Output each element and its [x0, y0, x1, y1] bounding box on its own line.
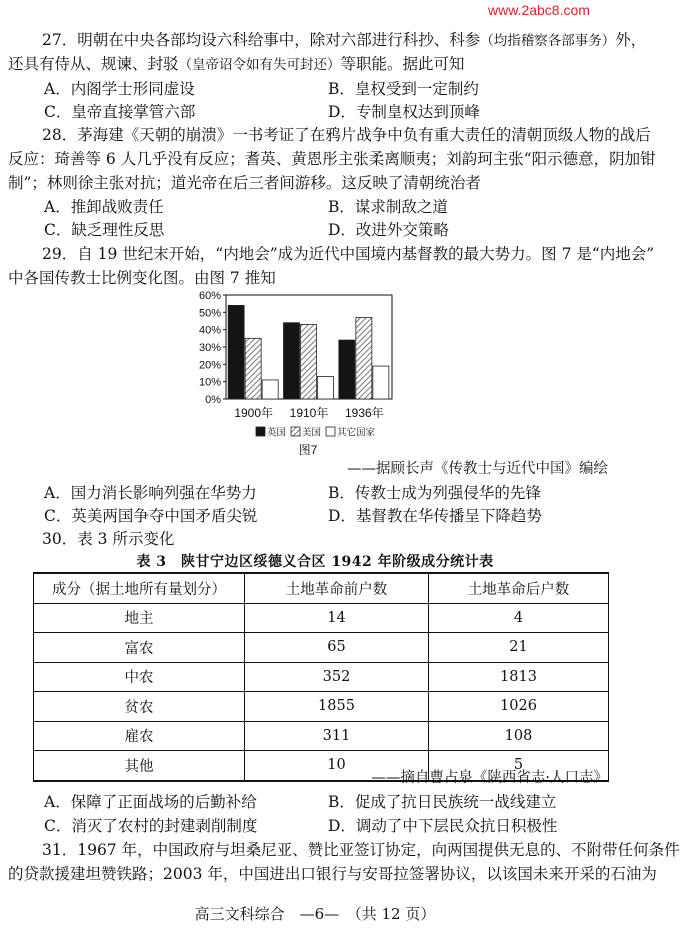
table-row: [34, 692, 609, 722]
table-header-cell: 土地革命后户数: [429, 573, 609, 603]
bar-其它国家-1936年: [373, 366, 389, 399]
y-tick-label: 50%: [198, 307, 221, 320]
table-cell: 4: [429, 603, 609, 633]
q27-option-a: A．内阁学士形同虚设: [44, 80, 195, 98]
table-cell: 352: [245, 662, 429, 692]
table-cell: 中农: [34, 662, 245, 692]
table-cell: 1026: [429, 692, 609, 722]
table-cell: 富农: [34, 633, 245, 663]
q30-option-d: D．调动了中下层民众抗日积极性: [328, 817, 558, 835]
bar-美国-1936年: [356, 318, 372, 399]
table-row: [34, 603, 609, 633]
y-tick-label: 60%: [198, 290, 221, 302]
y-tick-label: 10%: [198, 376, 221, 389]
q27-option-b: B．皇权受到一定制约: [328, 80, 479, 98]
q27-note: （均指稽察各部事务）: [480, 33, 616, 49]
q30-option-a: A．保障了正面战场的后勤补给: [44, 793, 257, 811]
q29-option-b: B．传教士成为列强侵华的先锋: [328, 484, 541, 502]
bar-其它国家-1910年: [318, 376, 334, 399]
q27-stem2-text: 还具有侍从、规谏、封驳: [8, 55, 179, 73]
q29-option-c: C．英美两国争夺中国矛盾尖锐: [44, 507, 258, 525]
x-tick-label: 1900年: [234, 406, 274, 420]
table-header-cell: 土地革命前户数: [245, 573, 429, 603]
table-cell: 1813: [429, 662, 609, 692]
table-cell: 108: [429, 721, 609, 751]
q30-source: ——摘自曹占泉《陕西省志·人口志》: [371, 770, 608, 786]
legend-label: 英国: [267, 427, 287, 439]
q28-option-b: B．谋求制敌之道: [328, 198, 448, 216]
bar-其它国家-1900年: [262, 380, 278, 399]
table-cell: 其他: [34, 751, 245, 781]
q27-option-c: C．皇帝直接掌管六部: [44, 103, 196, 121]
q27-stem-line2: [8, 53, 465, 76]
q27-stem-end: 外，: [615, 31, 647, 49]
y-tick-label: 20%: [198, 359, 221, 372]
legend-label: 美国: [302, 427, 322, 439]
q29-stem-line2: 中各国传教士比例变化图。由图 7 推知: [8, 269, 276, 287]
table-cell: 贫农: [34, 692, 245, 722]
table-cell: 1855: [245, 692, 429, 722]
q27-stem-line1: [42, 29, 646, 52]
bar-美国-1900年: [245, 338, 261, 399]
bar-英国-1910年: [284, 323, 300, 399]
legend-label: 其它国家: [337, 427, 376, 439]
table-header-cell: 成分（据土地所有量划分）: [34, 573, 245, 603]
q28-stem-line3: 制”；林则徐主张对抗；道光帝在后三者间游移。这反映了清朝统治者: [8, 174, 481, 192]
table-3: [33, 572, 609, 782]
legend-swatch: [326, 427, 335, 436]
table-row: [34, 662, 609, 692]
q30-stem: 30．表 3 所示变化: [42, 530, 175, 548]
table-cell: 21: [429, 633, 609, 663]
q31-stem-line1: 31．1967 年，中国政府与坦桑尼亚、赞比亚签订协定，向两国提供无息的、不附带任何条件: [42, 841, 680, 859]
q27-stem2-end: 等职能。据此可知: [340, 55, 465, 73]
y-tick-label: 30%: [198, 342, 221, 354]
x-tick-label: 1910年: [289, 406, 329, 420]
table-row: [34, 633, 609, 663]
y-tick-label: 40%: [198, 324, 221, 337]
table-row: [34, 721, 609, 751]
figure-7-bar-chart: [190, 284, 430, 457]
table-cell: 311: [245, 721, 429, 751]
q28-stem-line1: 28．茅海建《天朝的崩溃》一书考证了在鸦片战争中负有重大责任的清朝顶级人物的战后: [42, 126, 651, 144]
table-cell: 5: [429, 751, 609, 781]
x-tick-label: 1936年: [344, 406, 384, 420]
table-cell: 雇农: [34, 721, 245, 751]
q27-stem-text: 27．明朝在中央各部均设六科给事中，除对六部进行科抄、科参: [42, 31, 481, 49]
table-3-caption: 表 3 陕甘宁边区绥德义合区 1942 年阶级成分统计表: [136, 554, 494, 570]
table-cell: 地主: [34, 603, 245, 633]
table-header-row: [34, 573, 609, 603]
q31-stem-line2: 的贷款援建坦赞铁路；2003 年，中国进出口银行与安哥拉签署协议，以该国未来开采的石油为: [8, 865, 657, 883]
table-cell: 10: [245, 751, 429, 781]
bar-英国-1936年: [339, 340, 355, 399]
q28-option-a: A．推卸战败责任: [44, 198, 164, 216]
q28-option-d: D．改进外交策略: [328, 221, 449, 239]
q27-option-d: D．专制皇权达到顶峰: [328, 103, 480, 121]
q30-option-b: B．促成了抗日民族统一战线建立: [328, 793, 557, 811]
q30-option-c: C．消灭了农村的封建剥削制度: [44, 817, 258, 835]
figure-title: 图7: [298, 443, 318, 457]
table-cell: 14: [245, 603, 429, 633]
page-footer: 高三文科综合 —6— （共 12 页）: [194, 905, 436, 923]
watermark: www.2abc8.com: [488, 2, 590, 18]
table-cell: 65: [245, 633, 429, 663]
q29-stem-line1: 29．自 19 世纪末开始，“内地会”成为近代中国境内基督教的最大势力。图 7 是“内地会”: [42, 245, 655, 263]
bar-美国-1910年: [301, 324, 317, 399]
q29-source: ——据顾长声《传教士与近代中国》编绘: [347, 461, 608, 477]
q29-option-d: D．基督教在华传播呈下降趋势: [328, 507, 542, 525]
legend-swatch: [291, 427, 300, 436]
bar-英国-1900年: [228, 305, 244, 399]
y-tick-label: 0%: [205, 394, 221, 406]
q27-note2: （皇帝诏令如有失可封还）: [178, 57, 341, 73]
q28-option-c: C．缺乏理性反思: [44, 221, 165, 239]
q29-option-a: A．国力消长影响列强在华势力: [44, 484, 257, 502]
q28-stem-line2: 反应：琦善等 6 人几乎没有反应；耆英、黄恩彤主张柔离顺夷；刘韵珂主张“阳示德意，阴加钳: [8, 150, 656, 168]
legend-swatch: [256, 427, 265, 436]
